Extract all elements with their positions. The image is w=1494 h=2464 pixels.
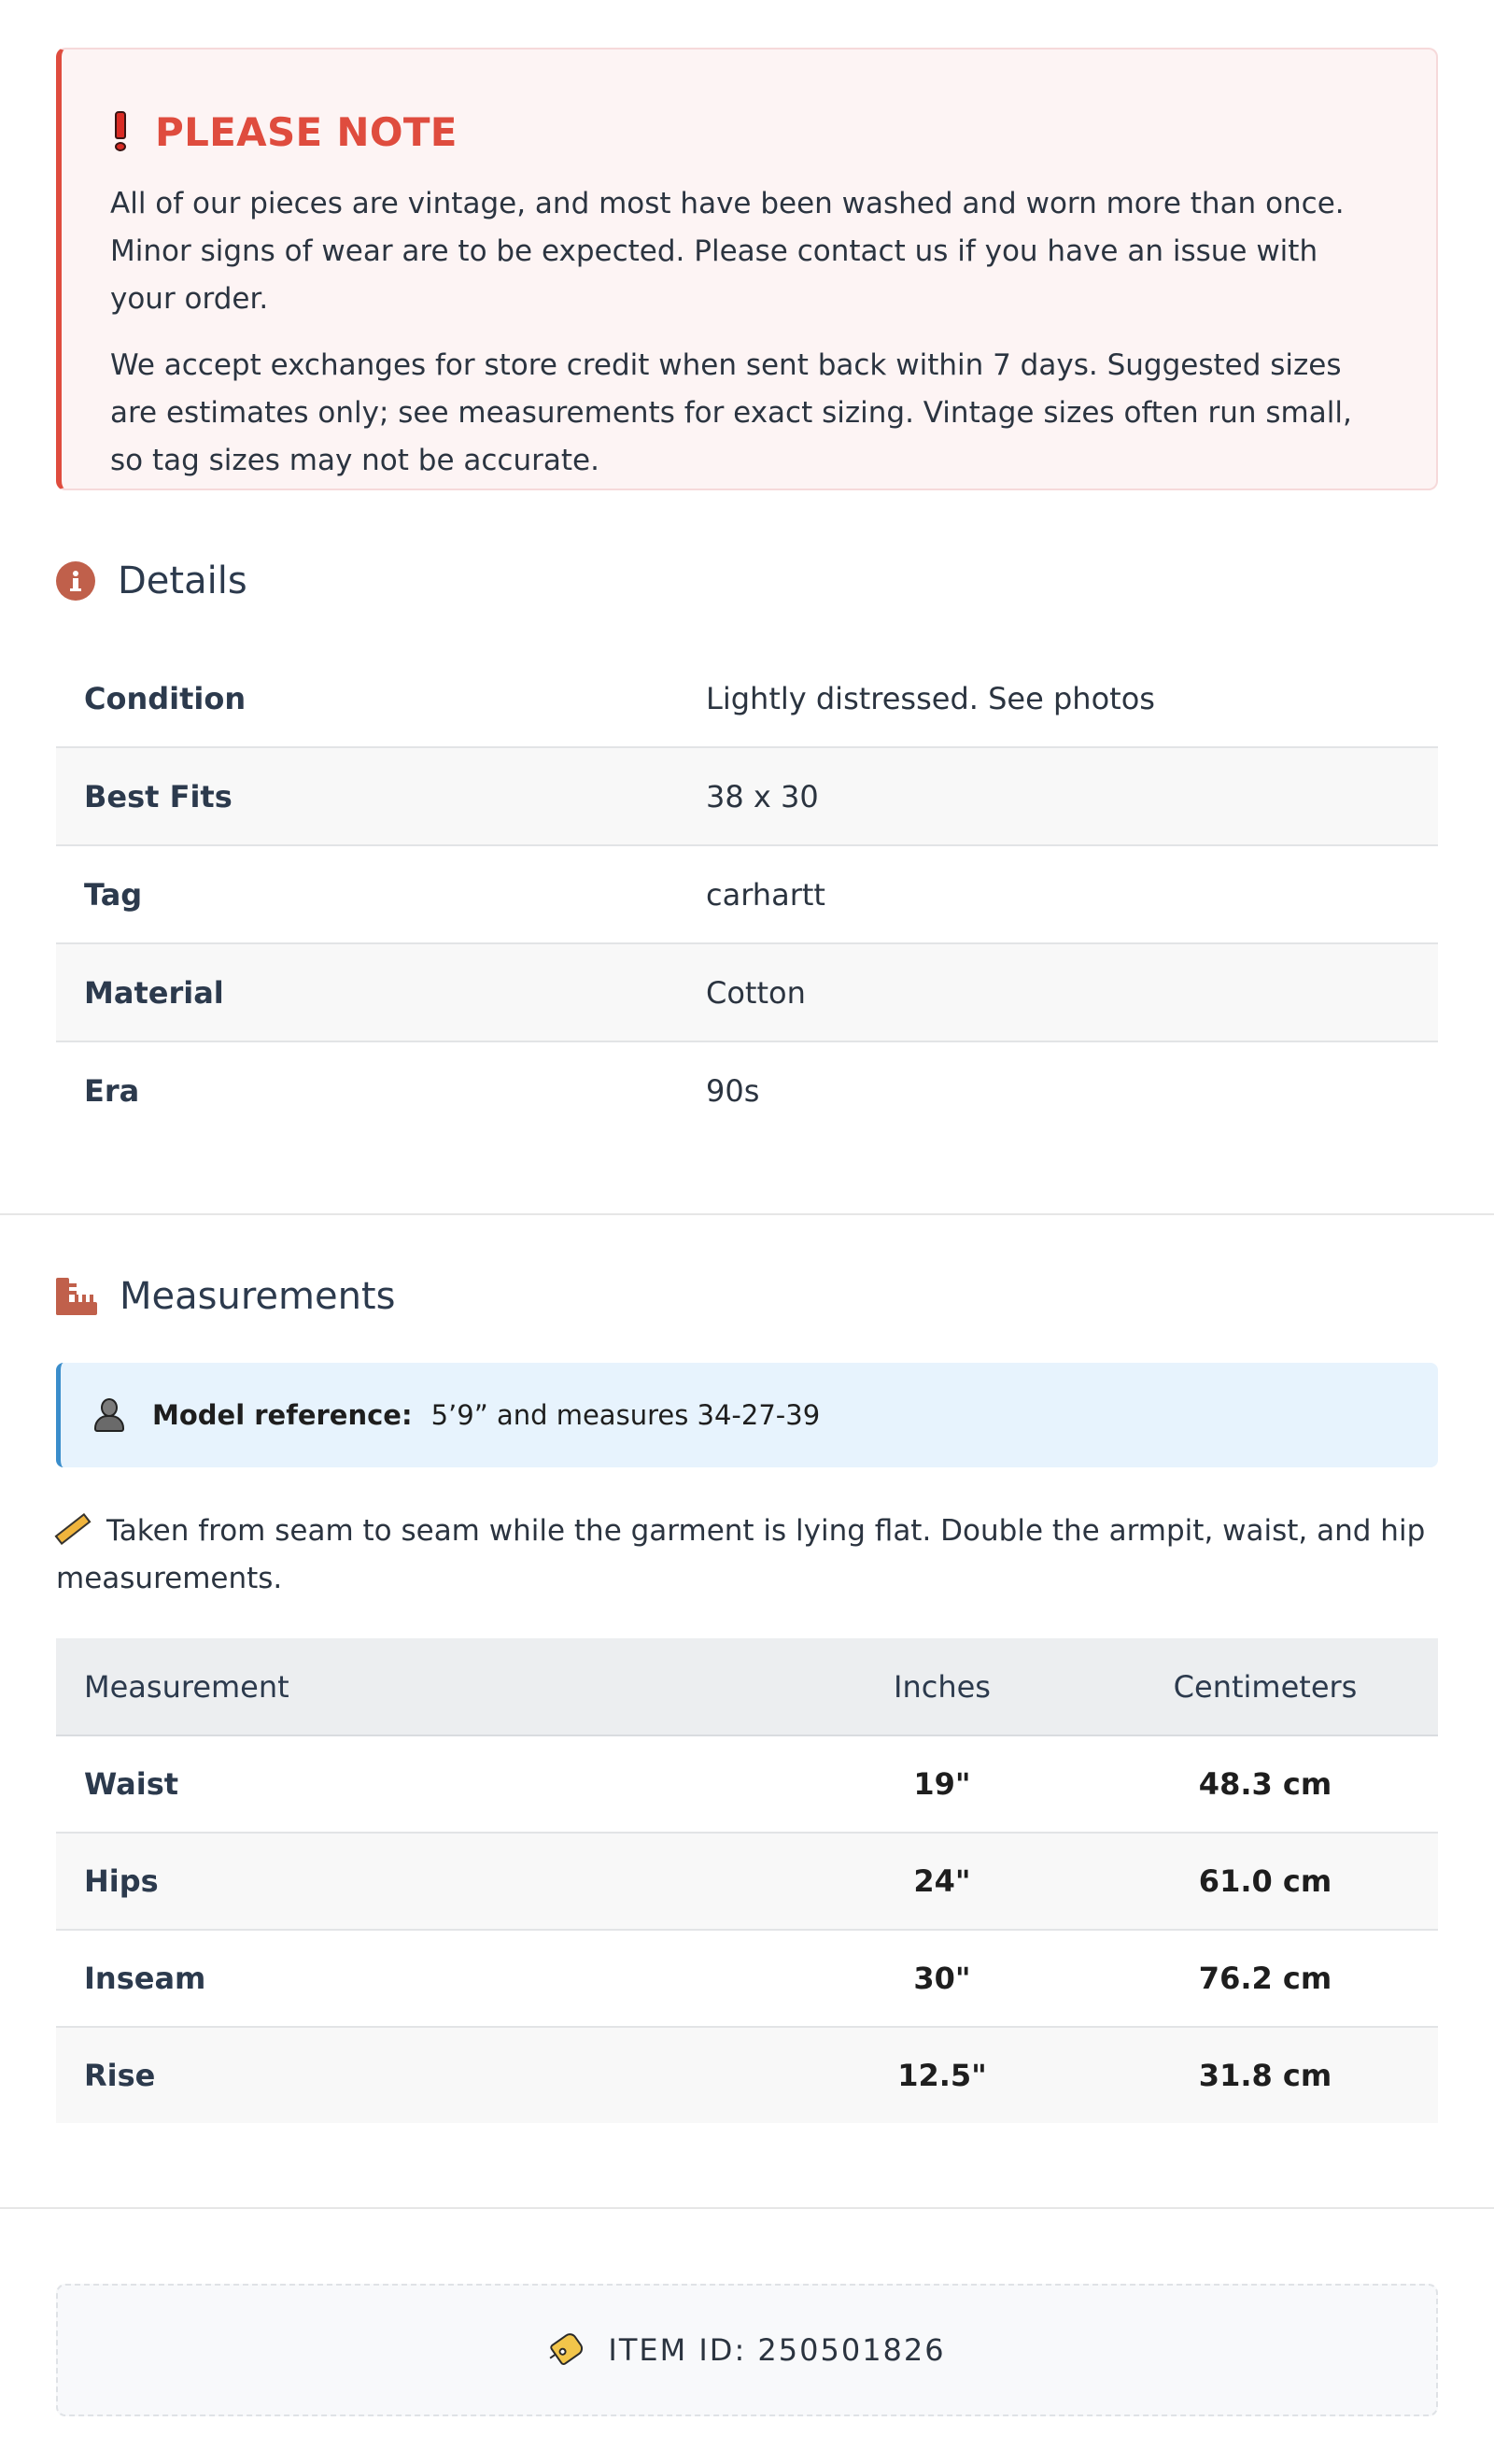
measurement-name: Rise [56,2027,792,2123]
details-section [56,553,1438,609]
table-row [56,1930,1438,2027]
table-row [56,747,1438,845]
measurements-section [56,1268,1438,1324]
measurement-cm: 61.0 cm [1092,1833,1438,1930]
measurement-inches: 24" [792,1833,1092,1930]
measurement-cm: 76.2 cm [1092,1930,1438,2027]
detail-label: Material [56,943,678,1041]
detail-label: Best Fits [56,747,678,845]
section-title: Measurements [120,1275,396,1318]
measurement-name: Hips [56,1833,792,1930]
measurement-note [56,1508,1438,1603]
table-header-row [56,1638,1438,1735]
detail-value: 38 x 30 [678,747,1438,845]
person-icon [94,1398,124,1432]
measurement-name: Inseam [56,1930,792,2027]
measurement-note-text: Taken from seam to seam while the garment is lying flat. Double the armpit, waist, and hip measurements. [56,1514,1426,1595]
details-header [56,553,1438,609]
pencil-icon [55,1512,92,1544]
ruler-icon [56,1278,97,1315]
table-row [56,845,1438,943]
model-reference [56,1363,1438,1467]
model-reference-value: 5’9” and measures 34-27-39 [430,1399,821,1431]
measurements-table [56,1638,1438,2123]
detail-label: Tag [56,845,678,943]
exclamation-icon [114,111,127,152]
detail-label: Era [84,1072,140,1109]
notice-header [110,104,1388,160]
measurement-inches: 12.5" [792,2027,1092,2123]
detail-label: Condition [56,650,678,747]
detail-value: Cotton [678,943,1438,1041]
detail-value: carhartt [678,845,1438,943]
item-id-box [56,2284,1438,2416]
measurements-header [56,1268,1438,1324]
info-icon [56,561,95,601]
column-header: Centimeters [1092,1638,1438,1735]
section-divider [0,2207,1494,2209]
section-title: Details [118,559,247,602]
detail-value: 90s [706,1072,760,1109]
measurement-name: Waist [56,1735,792,1833]
table-row [56,943,1438,1041]
item-id-label: ITEM ID: 250501826 [608,2332,946,2368]
table-row [56,650,1438,747]
details-table [56,650,1438,1139]
model-reference-label: Model reference: [152,1399,413,1431]
measurement-cm: 48.3 cm [1092,1735,1438,1833]
notice-title: PLEASE NOTE [155,108,458,155]
table-row [56,2027,1438,2123]
tag-icon [543,2329,587,2371]
notice-box [56,48,1438,490]
detail-value: Lightly distressed. See photos [678,650,1438,747]
notice-paragraph: All of our pieces are vintage, and most have been washed and worn more than once. Minor signs of wear are to be expected. Please contact us if you have an issue with your order. [110,187,1345,316]
measurement-inches: 30" [792,1930,1092,2027]
column-header: Inches [792,1638,1092,1735]
measurements-table-wrap [56,1638,1438,2123]
table-row [56,1833,1438,1930]
section-divider [0,1213,1494,1215]
table-row [56,1735,1438,1833]
column-header: Measurement [56,1638,792,1735]
measurement-cm: 31.8 cm [1092,2027,1438,2123]
notice-paragraph: We accept exchanges for store credit when sent back within 7 days. Suggested sizes are estimates only; see measurements for exact sizing. Vintage sizes often run small, so tag sizes may not be accurate. [110,348,1352,477]
measurement-inches: 19" [792,1735,1092,1833]
details-table-wrap [56,650,1438,1139]
table-row [56,1041,1438,1139]
